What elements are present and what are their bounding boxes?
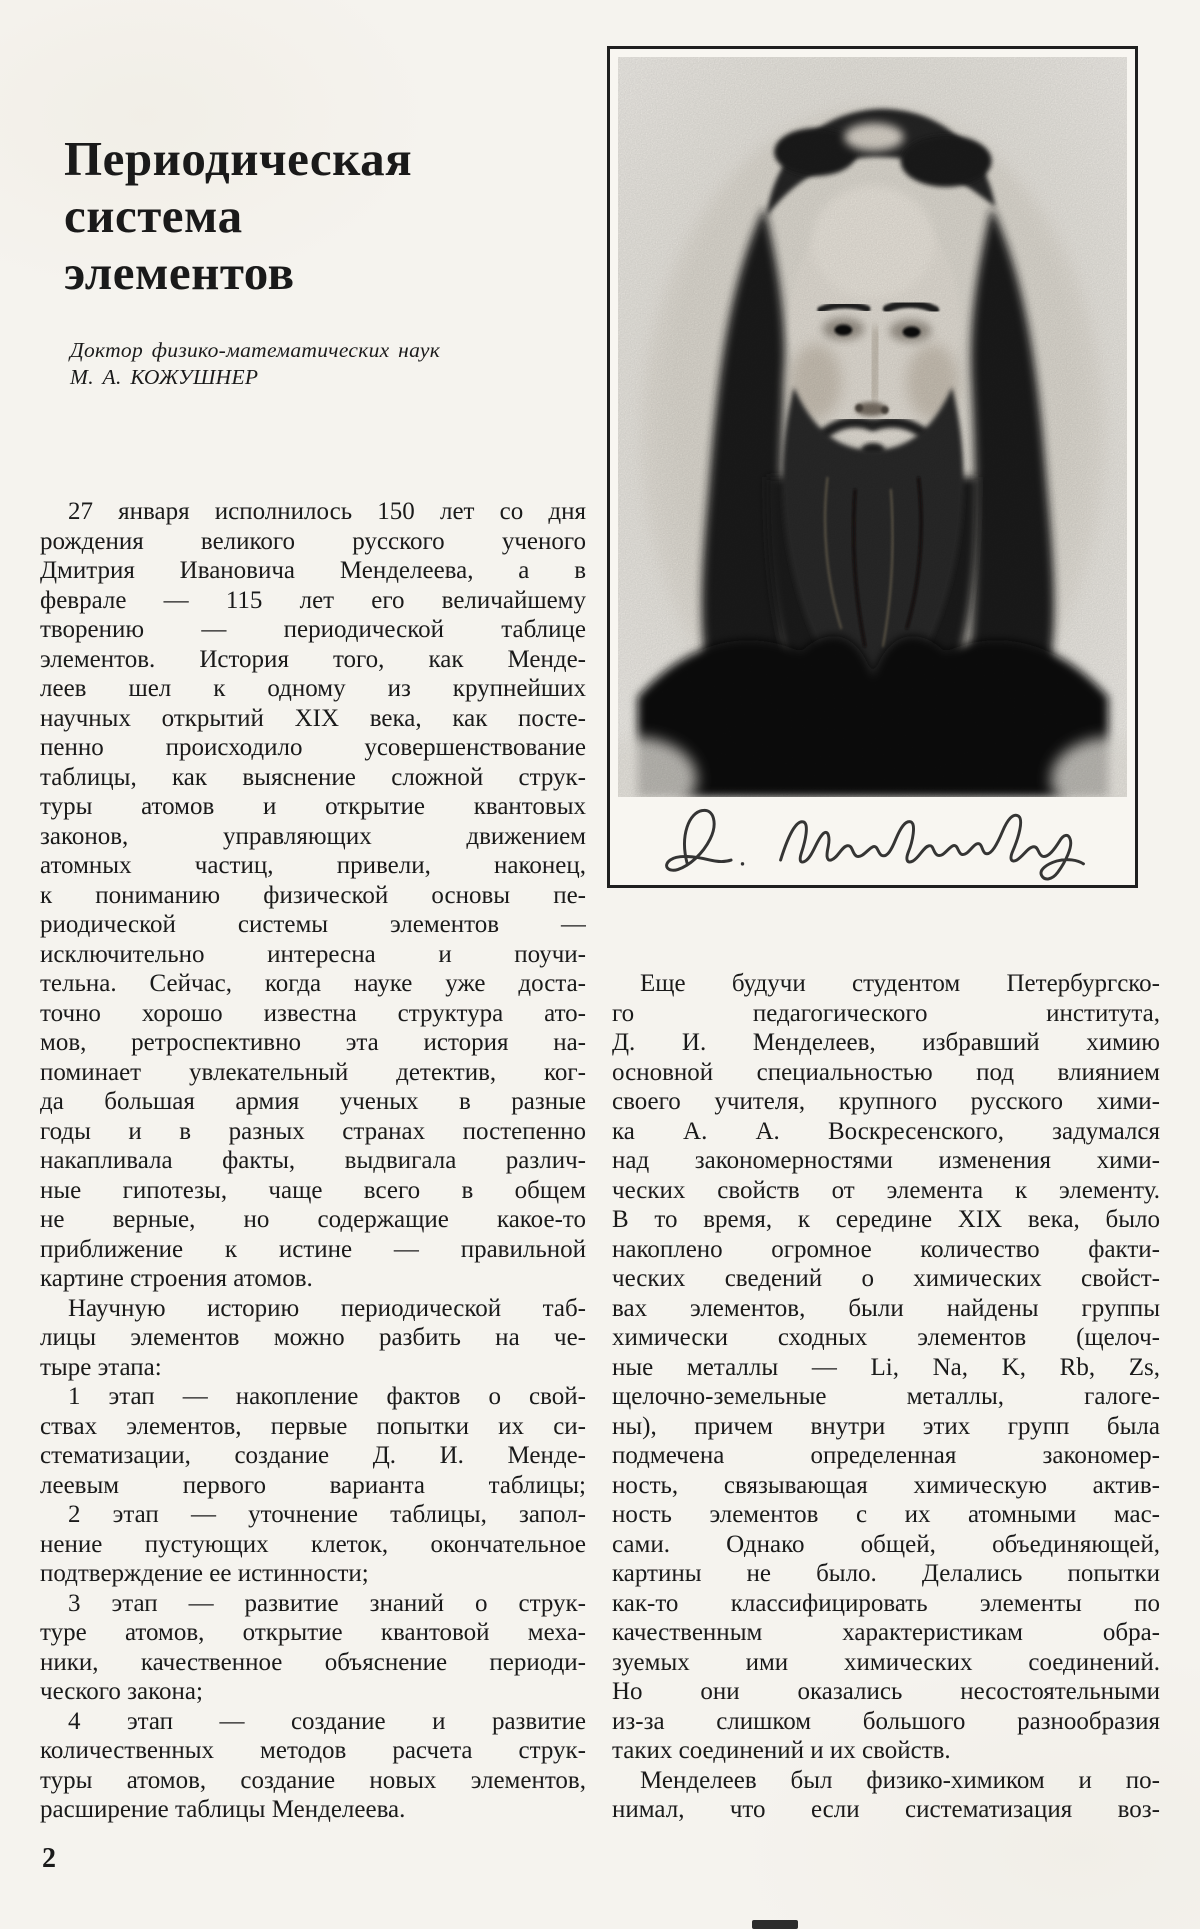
text-line: зуемых ими химических соединений. — [612, 1648, 1160, 1676]
text-line: феврале — 115 лет его величайшему — [40, 586, 586, 614]
portrait-frame — [607, 46, 1138, 888]
text-line: подмечена определенная закономер- — [612, 1442, 1160, 1469]
text-line: таких соединений и их свойств. — [612, 1737, 951, 1764]
text-line: тельна. Сейчас, когда науке уже доста- — [40, 970, 586, 997]
text-line: рождения великого русского ученого — [40, 527, 586, 555]
text-line: Менделеев был физико-химиком и по- — [640, 1766, 1160, 1794]
text-line: Но они оказались несостоятельными — [612, 1678, 1160, 1705]
text-line: своего учителя, крупного русского хими- — [612, 1088, 1160, 1115]
text-line: творению — периодической таблице — [40, 616, 586, 643]
text-line: 27 января исполнилось 150 лет со дня — [68, 498, 586, 525]
text-line: сами. Однако общей, объединяющей, — [612, 1530, 1160, 1558]
text-line: 1 этап — накопление фактов о свой- — [68, 1383, 586, 1410]
text-line: ные гипотезы, чаще всего в общем — [40, 1176, 586, 1204]
text-line: щелочно-земельные металлы, галоге- — [612, 1383, 1160, 1410]
text-line: ческих сведений о химических свойст- — [612, 1265, 1160, 1292]
text-line: накоплено огромное количество факти- — [612, 1235, 1160, 1263]
text-line: ные металлы — Li, Na, K, Rb, Zs, — [612, 1353, 1160, 1381]
page-title — [64, 130, 584, 301]
text-line: ческого закона; — [40, 1678, 203, 1705]
text-line: картине строения атомов. — [40, 1265, 313, 1292]
text-line: туры атомов и открытие квантовых — [40, 793, 586, 820]
text-line: пенно происходило усовершенствование — [40, 734, 586, 761]
text-line: атомных частиц, привели, наконец, — [40, 852, 586, 879]
text-line: лицы элементов можно разбить на че- — [40, 1324, 586, 1351]
text-line: риодической системы элементов — — [40, 911, 586, 938]
text-line: 4 этап — создание и развитие — [68, 1707, 586, 1735]
text-line: ники, качественное объяснение периоди- — [40, 1648, 586, 1676]
text-line: тыре этапа: — [40, 1353, 162, 1381]
text-line: Еще будучи студентом Петербургско- — [640, 970, 1160, 997]
mendeleev-portrait-photo — [618, 57, 1127, 797]
text-line: как-то классифицировать элементы по — [612, 1589, 1160, 1617]
text-line: поминает увлекательный детектив, ког- — [40, 1058, 586, 1086]
text-line: го педагогического института, — [612, 999, 1160, 1027]
author-degree: Доктор физико-математических наук — [70, 338, 441, 362]
text-line: Научную историю периодической таб- — [68, 1294, 586, 1322]
text-line: элементов — [64, 245, 295, 300]
text-line: Дмитрия Ивановича Менделеева, а в — [40, 557, 586, 584]
text-line: научных открытий XIX века, как посте- — [40, 704, 586, 732]
left-column — [40, 497, 586, 1825]
text-line: качественным характеристикам обра- — [612, 1619, 1160, 1646]
text-line: мов, ретроспективно эта история на- — [40, 1029, 586, 1056]
text-line: 3 этап — развитие знаний о струк- — [68, 1589, 586, 1617]
text-line: туре атомов, открытие квантовой меха- — [40, 1619, 586, 1646]
text-line: элементов. История того, как Менде- — [40, 645, 586, 673]
text-line: леевым первого варианта таблицы; — [40, 1471, 586, 1499]
text-line: Д. И. Менделеев, избравший химию — [612, 1029, 1160, 1056]
text-line: из-за слишком большого разнообразия — [612, 1707, 1160, 1735]
author-name: М. А. КОЖУШНЕР — [70, 365, 259, 389]
text-line: да большая армия ученых в разные — [40, 1088, 586, 1115]
text-line: система — [64, 188, 243, 243]
text-line: количественных методов расчета струк- — [40, 1737, 586, 1764]
text-line: нимал, что если систематизация воз- — [612, 1796, 1160, 1823]
author-credit — [70, 337, 550, 391]
text-line: расширение таблицы Менделеева. — [40, 1796, 406, 1823]
text-line: ческих свойств от элемента к элементу. — [612, 1176, 1160, 1204]
text-line: ность, связывающая химическую актив- — [612, 1471, 1160, 1499]
text-line: точно хорошо известна структура ато- — [40, 999, 586, 1027]
mendeleev-signature — [618, 801, 1127, 881]
text-line: В то время, к середине XIX века, было — [612, 1206, 1160, 1233]
text-line: основной специальностью под влиянием — [612, 1058, 1160, 1086]
text-line: вах элементов, были найдены группы — [612, 1294, 1160, 1322]
text-line: к пониманию физической основы пе- — [40, 881, 586, 909]
text-line: таблицы, как выяснение сложной струк- — [40, 763, 586, 791]
right-column — [612, 969, 1160, 1825]
text-line: ны), причем внутри этих групп была — [612, 1412, 1160, 1440]
text-line: годы и в разных странах постепенно — [40, 1117, 586, 1145]
text-line: над закономерностями изменения хими- — [612, 1147, 1160, 1174]
text-line: подтверждение ее истинности; — [40, 1560, 369, 1587]
text-line: нение пустующих клеток, окончательное — [40, 1530, 586, 1558]
text-line: 2 этап — уточнение таблицы, запол- — [68, 1501, 586, 1528]
text-line: ствах элементов, первые попытки их си- — [40, 1412, 586, 1440]
text-line: законов, управляющих движением — [40, 822, 586, 850]
text-line: леев шел к одному из крупнейших — [40, 675, 586, 702]
text-line: Периодическая — [64, 131, 413, 186]
text-line: ность элементов с их атомными мас- — [612, 1501, 1160, 1528]
text-line: исключительно интересна и поучи- — [40, 940, 586, 968]
text-line: не верные, но содержащие какое-то — [40, 1206, 586, 1233]
text-line: туры атомов, создание новых элементов, — [40, 1766, 586, 1794]
text-line: химически сходных элементов (щелоч- — [612, 1324, 1160, 1351]
scan-artifact — [752, 1920, 798, 1929]
text-line: картины не было. Делались попытки — [612, 1560, 1160, 1587]
page-number: 2 — [42, 1843, 56, 1874]
text-line: приближение к истине — правильной — [40, 1235, 586, 1263]
text-line: накапливала факты, выдвигала различ- — [40, 1147, 586, 1174]
text-line: стематизации, создание Д. И. Менде- — [40, 1442, 586, 1469]
text-line: ка А. А. Воскресенского, задумался — [612, 1117, 1160, 1145]
